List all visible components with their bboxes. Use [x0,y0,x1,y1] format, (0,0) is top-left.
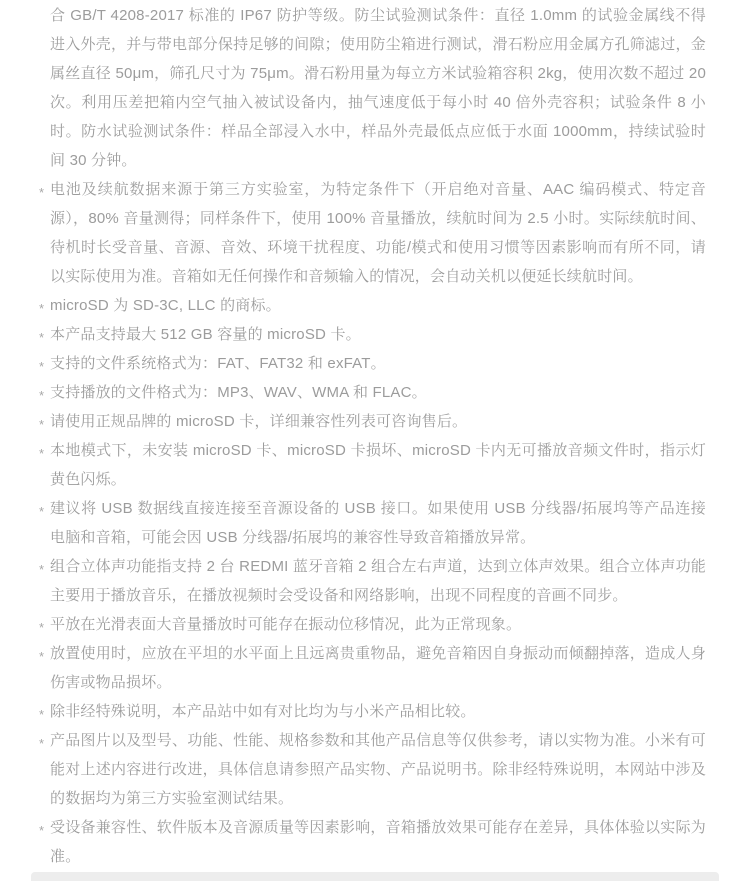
footnote-marker: * [39,185,45,200]
section-divider [31,872,719,881]
disclaimer-text: 支持播放的文件格式为：MP3、WAV、WMA 和 FLAC。 [50,384,427,401]
footnote-marker: * [39,504,45,519]
disclaimer-item-vibration-displacement [39,610,706,639]
footnote-marker: * [39,707,45,722]
disclaimer-text: 放置使用时，应放在平坦的水平面上且远离贵重物品，避免音箱因自身振动而倾翻掉落，造成人身伤害或物品损坏。 [50,645,706,691]
footnote-marker: * [39,417,45,432]
disclaimer-continuation [50,1,706,175]
disclaimer-text: 除非经特殊说明，本产品站中如有对比均为与小米产品相比较。 [50,703,476,720]
disclaimer-text: 平放在光滑表面大音量播放时可能存在振动位移情况，此为正常现象。 [50,616,522,633]
disclaimer-text: 请使用正规品牌的 microSD 卡，详细兼容性列表可咨询售后。 [50,413,468,430]
disclaimer-text: 建议将 USB 数据线直接连接至音源设备的 USB 接口。如果使用 USB 分线器/拓展坞等产品连接电脑和音箱，可能会因 USB 分线器/拓展坞的兼容性导致音箱播放异常。 [50,500,706,546]
disclaimer-item-microsd-brand [39,407,706,436]
footnote-marker: * [39,649,45,664]
disclaimer-item-playback-experience [39,813,706,871]
disclaimer-item-audio-formats [39,378,706,407]
disclaimer-text: 本地模式下，未安装 microSD 卡、microSD 卡损坏、microSD 卡内无可播放音频文件时，指示灯黄色闪烁。 [50,442,706,488]
disclaimer-text: 支持的文件系统格式为：FAT、FAT32 和 exFAT。 [50,355,386,372]
footnote-marker: * [39,562,45,577]
footnote-marker: * [39,823,45,838]
footnote-marker: * [39,620,45,635]
disclaimer-item-file-systems [39,349,706,378]
disclaimer-text: 电池及续航数据来源于第三方实验室，为特定条件下（开启绝对音量、AAC 编码模式、特定音源），80% 音量测得；同样条件下，使用 100% 音量播放，续航时间为 2.5 小时。实际续航时间、待机时长受音量、音源、音效、环境干扰程度、功能/模式和使用习惯等因素影响而有所不同，请以实际使用为准。音箱如无任何操作和音频输入的情况，会自动关机以便延长续航时间。 [50,181,706,285]
disclaimer-text: microSD 为 SD-3C, LLC 的商标。 [50,297,281,314]
disclaimer-item-local-mode-indicator [39,436,706,494]
footnote-marker: * [39,330,45,345]
footnote-marker: * [39,359,45,374]
footnote-marker: * [39,388,45,403]
footnote-marker: * [39,736,45,751]
footnote-marker: * [39,301,45,316]
disclaimer-item-comparison-note [39,697,706,726]
disclaimer-item-microsd-trademark [39,291,706,320]
disclaimer-item-product-info-note [39,726,706,813]
disclaimer-item-placement-warning [39,639,706,697]
disclaimer-item-microsd-capacity [39,320,706,349]
footnote-marker: * [39,446,45,461]
disclaimer-text: 受设备兼容性、软件版本及音源质量等因素影响，音箱播放效果可能存在差异，具体体验以实际为准。 [50,819,706,865]
disclaimer-text: 本产品支持最大 512 GB 容量的 microSD 卡。 [50,326,361,343]
disclaimer-text: 产品图片以及型号、功能、性能、规格参数和其他产品信息等仅供参考，请以实物为准。小米有可能对上述内容进行改进，具体信息请参照产品实物、产品说明书。除非经特殊说明，本网站中涉及的数据均为第三方实验室测试结果。 [50,732,706,807]
disclaimer-continuation-text: 合 GB/T 4208-2017 标准的 IP67 防护等级。防尘试验测试条件：直径 1.0mm 的试验金属线不得进入外壳，并与带电部分保持足够的间隙；使用防尘箱进行测试，滑石粉应用金属方孔筛滤过，金属丝直径 50μm，筛孔尺寸为 75μm。滑石粉用量为每立方米试验箱容积 2kg，使用次数不超过 20 次。利用压差把箱内空气抽入被试设备内，抽气速度低于每小时 40 倍外壳容积；试验条件 8 小时。防水试验测试条件：样品全部浸入水中，样品外壳最低点应低于水面 1000mm，持续试验时间 30 分钟。 [50,7,706,169]
disclaimer-item-battery-playtime [39,175,706,291]
disclaimer-item-usb-connection [39,494,706,552]
disclaimer-item-stereo-pairing [39,552,706,610]
disclaimer-text: 组合立体声功能指支持 2 台 REDMI 蓝牙音箱 2 组合左右声道，达到立体声效果。组合立体声功能主要用于播放音乐，在播放视频时会受设备和网络影响，出现不同程度的音画不同步。 [50,558,706,604]
